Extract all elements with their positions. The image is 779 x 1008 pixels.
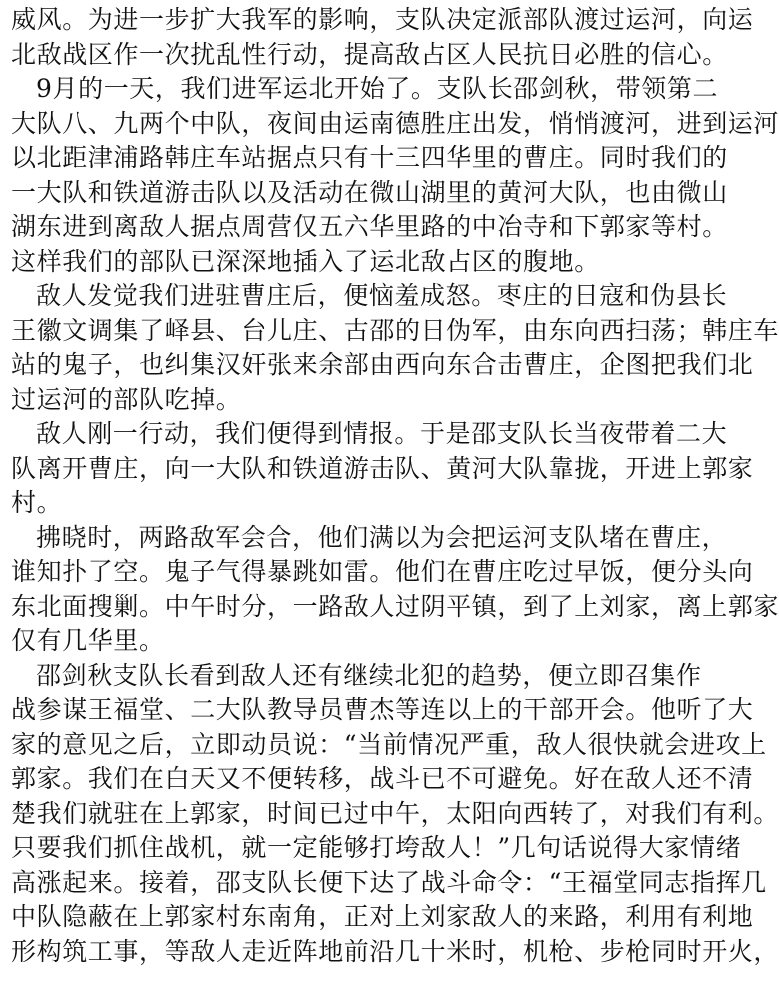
body-text	[11, 3, 779, 969]
text-line: 这样我们的部队已深深地插入了运北敌占区的腹地。	[11, 246, 600, 276]
text-line: 敌人刚一行动，我们便得到情报。于是邵支队长当夜带着二大	[36, 419, 728, 448]
text-line: 战参谋王福堂、二大队教导员曹杰等连以上的干部开会。他听了大	[11, 695, 754, 724]
text-line: 王徽文调集了峄县、台儿庄、古邵的日伪军，由东向西扫荡；韩庄车	[11, 315, 779, 345]
text-line: 村。	[11, 488, 63, 517]
text-line: 敌人发觉我们进驻曹庄后，便恼羞成怒。枣庄的日寇和伪县长	[36, 281, 728, 310]
text-line: 家的意见之后，立即动员说：“当前情况严重，敌人很快就会进攻上	[11, 729, 767, 759]
text-line: 9月的一天，我们进军运北开始了。支队长邵剑秋，带领第二	[36, 74, 719, 103]
text-line: 站的鬼子，也纠集汉奸张来余部由西向东合击曹庄，企图把我们北	[11, 350, 754, 379]
text-line: 北敌战区作一次扰乱性行动，提高敌占区人民抗日必胜的信心。	[11, 39, 728, 69]
text-line: 楚我们就驻在上郭家，时间已过中午，太阳向西转了，对我们有利。	[11, 798, 779, 828]
text-line: 形构筑工事，等敌人走近阵地前沿几十米时，机枪、步枪同时开火，	[11, 936, 779, 966]
text-line: 威风。为进一步扩大我军的影响，支队决定派部队渡过运河，向运	[11, 5, 754, 34]
text-line: 只要我们抓住战机，就一定能够打垮敌人！”几句话说得大家情绪	[11, 833, 742, 862]
text-line: 仅有几华里。	[11, 626, 165, 655]
text-line: 过运河的部队吃掉。	[11, 384, 242, 414]
text-line: 一大队和铁道游击队以及活动在微山湖里的黄河大队，也由微山	[11, 177, 728, 207]
text-line: 谁知扑了空。鬼子气得暴跳如雷。他们在曹庄吃过早饭，便分头向	[11, 557, 754, 586]
text-line: 队离开曹庄，向一大队和铁道游击队、黄河大队靠拢，开进上郭家	[11, 453, 754, 483]
text-line: 中队隐蔽在上郭家村东南角，正对上刘家敌人的来路，利用有利地	[11, 902, 754, 931]
text-line: 拂晓时，两路敌军会合，他们满以为会把运河支队堵在曹庄，	[36, 522, 728, 552]
text-line: 郭家。我们在白天又不便转移，战斗已不可避免。好在敌人还不清	[11, 764, 754, 793]
text-line: 邵剑秋支队长看到敌人还有继续北犯的趋势，便立即召集作	[36, 660, 702, 690]
text-line: 以北距津浦路韩庄车站据点只有十三四华里的曹庄。同时我们的	[11, 143, 728, 172]
text-line: 湖东进到离敌人据点周营仅五六华里路的中冶寺和下郭家等村。	[11, 212, 728, 241]
text-line: 大队八、九两个中队，夜间由运南德胜庄出发，悄悄渡河，进到运河	[11, 108, 779, 138]
text-line: 东北面搜剿。中午时分，一路敌人过阴平镇，到了上刘家，离上郭家	[11, 591, 779, 621]
text-line: 高涨起来。接着，邵支队长便下达了战斗命令：“王福堂同志指挥几	[11, 867, 767, 897]
